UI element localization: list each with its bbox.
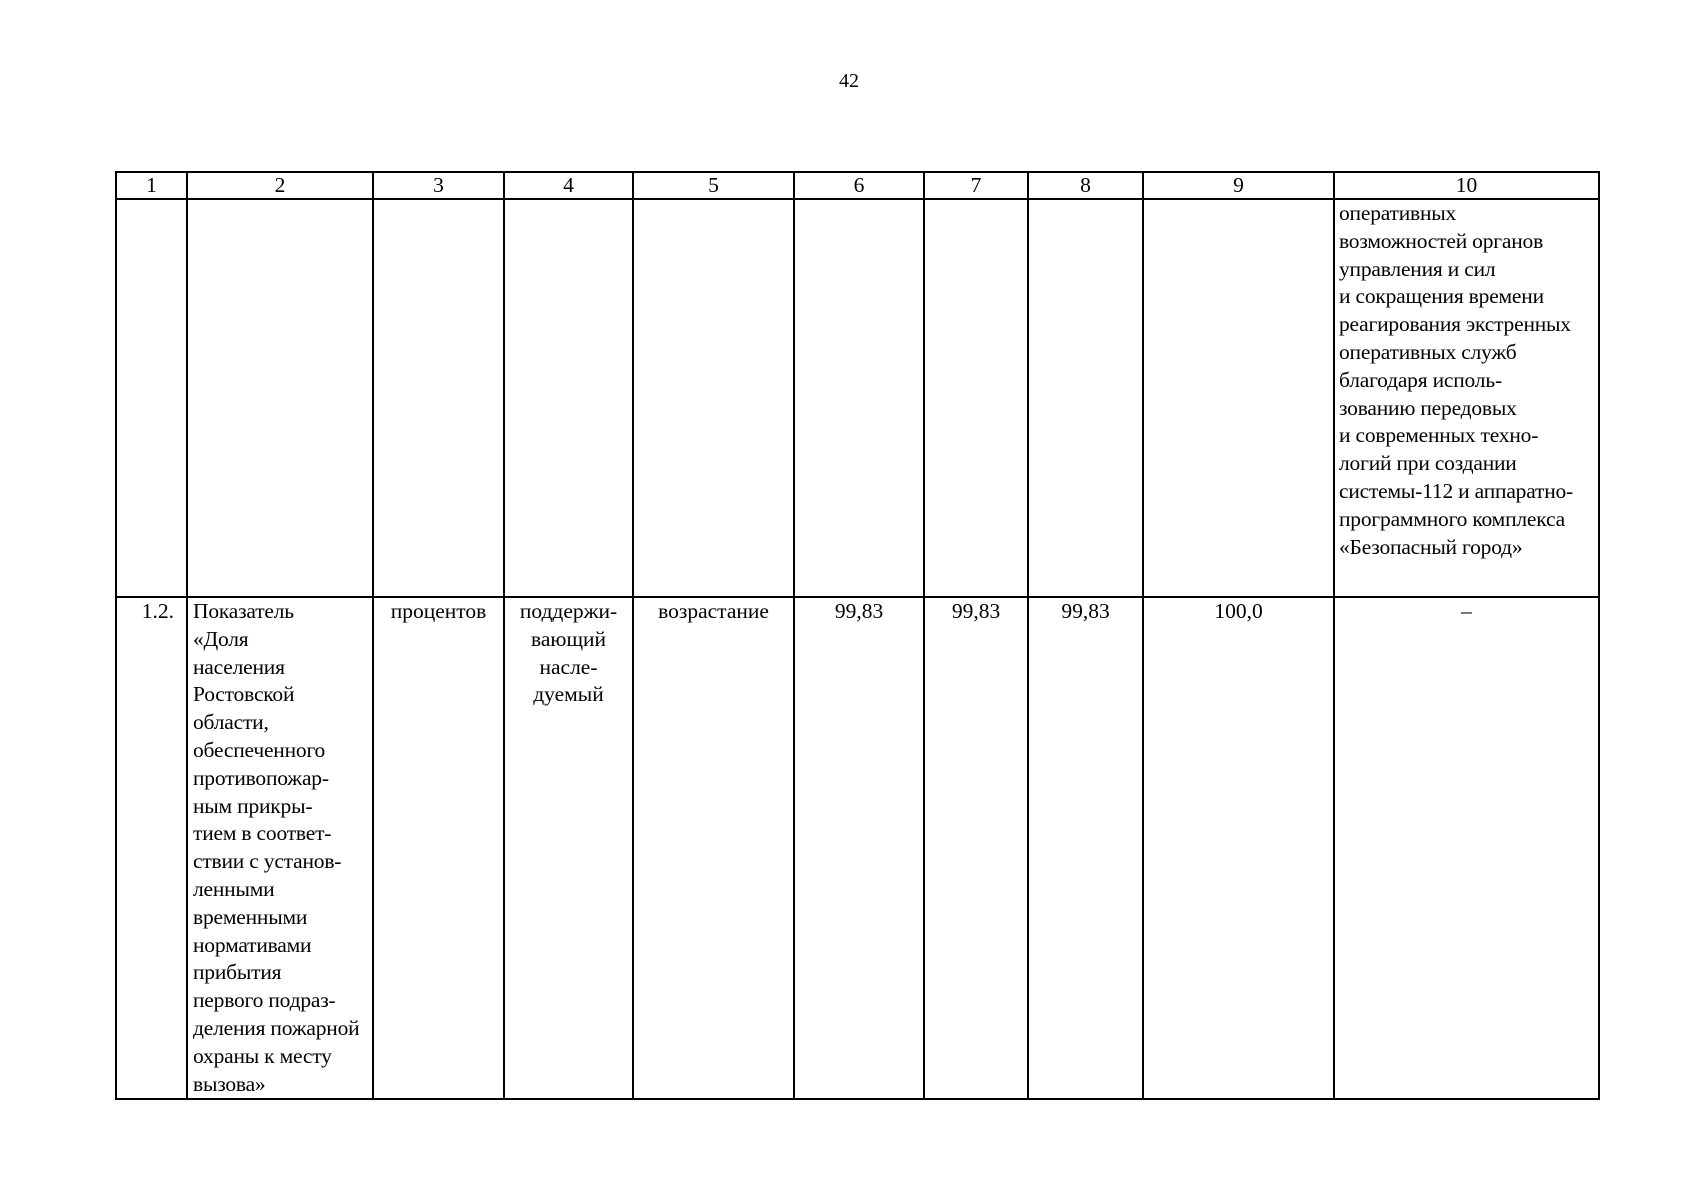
header-cell: 5 <box>633 172 794 199</box>
cell-text: Показатель «Доля населения Ростовской области, обеспеченного противопожар- ным прикры- тием в соответ- ствии с установ- ленными временными нормативами прибытия первого подраз- деления пожарной охраны к месту вызова» <box>193 599 360 1096</box>
value-cell <box>1028 597 1143 1099</box>
table-row <box>116 199 1599 597</box>
page-number: 42 <box>839 70 859 92</box>
header-cell: 6 <box>794 172 924 199</box>
cell-text: поддержи- вающий насле- дуемый <box>519 599 618 707</box>
table-header-row <box>116 172 1599 199</box>
cell-text: 100,0 <box>1214 599 1263 623</box>
indicator-type-cell <box>504 597 633 1099</box>
value-cell <box>924 597 1028 1099</box>
header-cell: 1 <box>116 172 187 199</box>
header-cell: 9 <box>1143 172 1334 199</box>
cell-text: оперативных возможностей органов управления и сил и сокращения времени реагирования экстренных оперативных служб благодаря исполь- зованию передовых и современных техно- логий при создании системы-112 и аппаратно- программного комплекса «Безопасный город» <box>1339 201 1574 559</box>
expected-effect-cell <box>1334 199 1599 597</box>
table-cell <box>373 199 504 597</box>
row-number-cell <box>116 597 187 1099</box>
cell-text: 99,83 <box>951 599 1001 623</box>
table-cell <box>794 199 924 597</box>
cell-text: – <box>1461 599 1472 623</box>
trend-cell <box>633 597 794 1099</box>
header-cell: 7 <box>924 172 1028 199</box>
table-cell <box>1028 199 1143 597</box>
table-row <box>116 597 1599 1099</box>
cell-text: 99,83 <box>1061 599 1110 623</box>
table-cell <box>504 199 633 597</box>
table-cell <box>187 199 373 597</box>
header-cell: 4 <box>504 172 633 199</box>
cell-text: 99,83 <box>834 599 884 623</box>
cell-text: возрастание <box>658 599 769 623</box>
table-cell <box>924 199 1028 597</box>
unit-cell <box>373 597 504 1099</box>
table-cell <box>1143 199 1334 597</box>
cell-text: 1.2. <box>141 599 174 623</box>
header-cell: 10 <box>1334 172 1599 199</box>
header-cell: 3 <box>373 172 504 199</box>
header-cell: 2 <box>187 172 373 199</box>
table-cell <box>633 199 794 597</box>
value-cell <box>1143 597 1334 1099</box>
table-cell <box>116 199 187 597</box>
value-cell <box>794 597 924 1099</box>
cell-text: процентов <box>390 599 487 623</box>
expected-effect-cell <box>1334 597 1599 1099</box>
indicator-name-cell <box>187 597 373 1099</box>
header-cell: 8 <box>1028 172 1143 199</box>
indicator-table <box>115 171 1600 1100</box>
